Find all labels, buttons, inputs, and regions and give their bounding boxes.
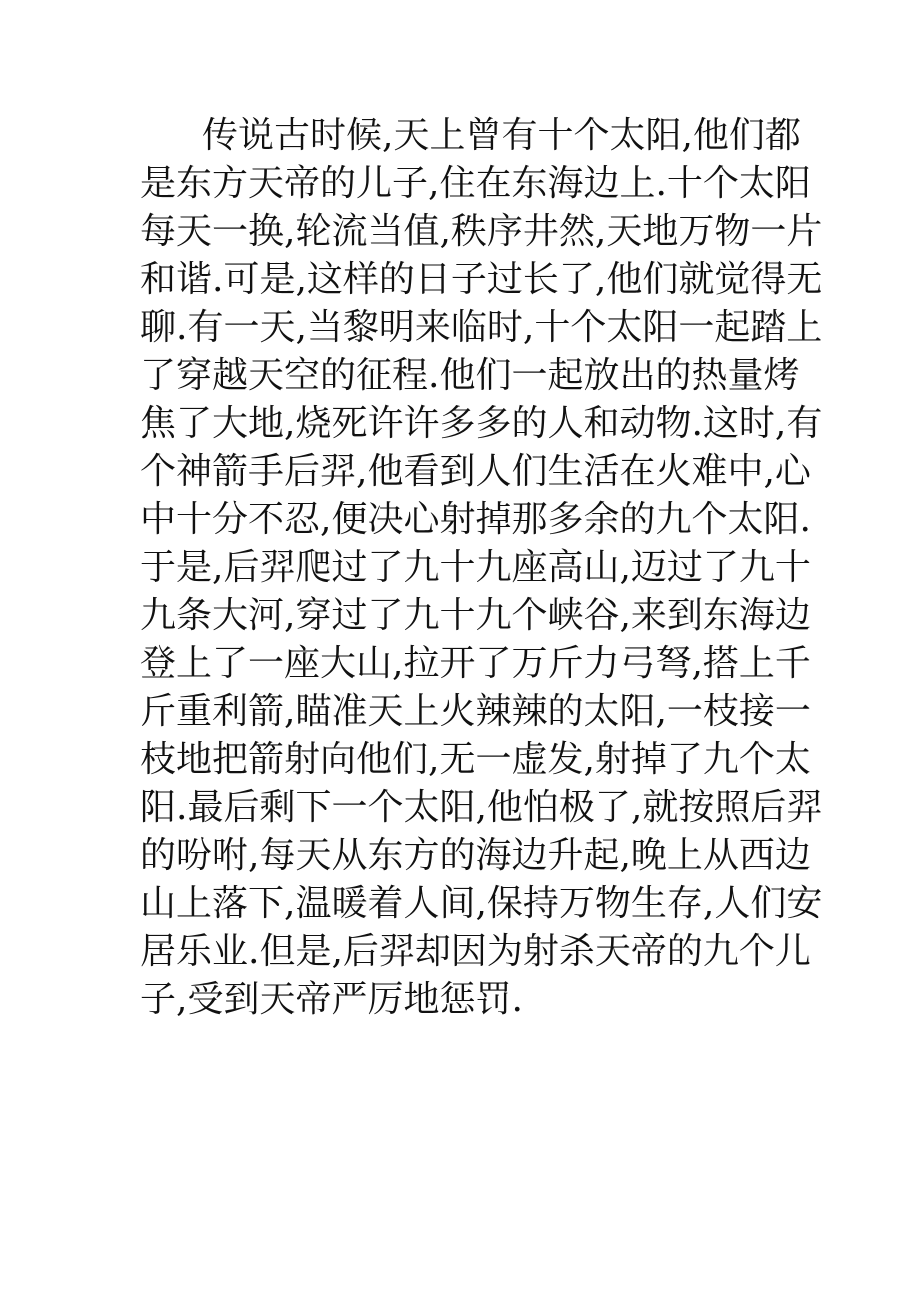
paragraph-line: 聊.有一天,当黎明来临时,十个太阳一起踏上 bbox=[140, 307, 823, 348]
paragraph-line: 斤重利箭,瞄准天上火辣辣的太阳,一枝接一 bbox=[140, 691, 811, 732]
paragraph-line: 的吩咐,每天从东方的海边升起,晚上从西边 bbox=[140, 835, 811, 876]
paragraph-line: 是东方天帝的儿子,住在东海边上.十个太阳 bbox=[140, 163, 811, 204]
paragraph-line: 个神箭手后羿,他看到人们生活在火难中,心 bbox=[140, 451, 811, 492]
paragraph-line: 子,受到天帝严厉地惩罚. bbox=[140, 979, 523, 1020]
story-paragraph bbox=[140, 112, 823, 1024]
paragraph-line: 阳.最后剩下一个太阳,他怕极了,就按照后羿 bbox=[140, 787, 823, 828]
paragraph-line: 山上落下,温暖着人间,保持万物生存,人们安 bbox=[140, 883, 823, 924]
paragraph-line: 和谐.可是,这样的日子过长了,他们就觉得无 bbox=[140, 259, 823, 300]
paragraph-line: 登上了一座大山,拉开了万斤力弓弩,搭上千 bbox=[140, 643, 811, 684]
paragraph-line: 每天一换,轮流当值,秩序井然,天地万物一片 bbox=[140, 211, 823, 252]
paragraph-line: 中十分不忍,便决心射掉那多余的九个太阳. bbox=[140, 499, 811, 540]
paragraph-line: 枝地把箭射向他们,无一虚发,射掉了九个太 bbox=[140, 739, 811, 780]
paragraph-line: 九条大河,穿过了九十九个峡谷,来到东海边 bbox=[140, 595, 811, 636]
paragraph-line: 传说古时候,天上曾有十个太阳,他们都 bbox=[202, 115, 801, 156]
paragraph-line: 焦了大地,烧死许许多多的人和动物.这时,有 bbox=[140, 403, 823, 444]
paragraph-line: 了穿越天空的征程.他们一起放出的热量烤 bbox=[140, 355, 800, 396]
paragraph-line: 于是,后羿爬过了九十九座高山,迈过了九十 bbox=[140, 547, 811, 588]
paragraph-line: 居乐业.但是,后羿却因为射杀天帝的九个儿 bbox=[140, 931, 811, 972]
